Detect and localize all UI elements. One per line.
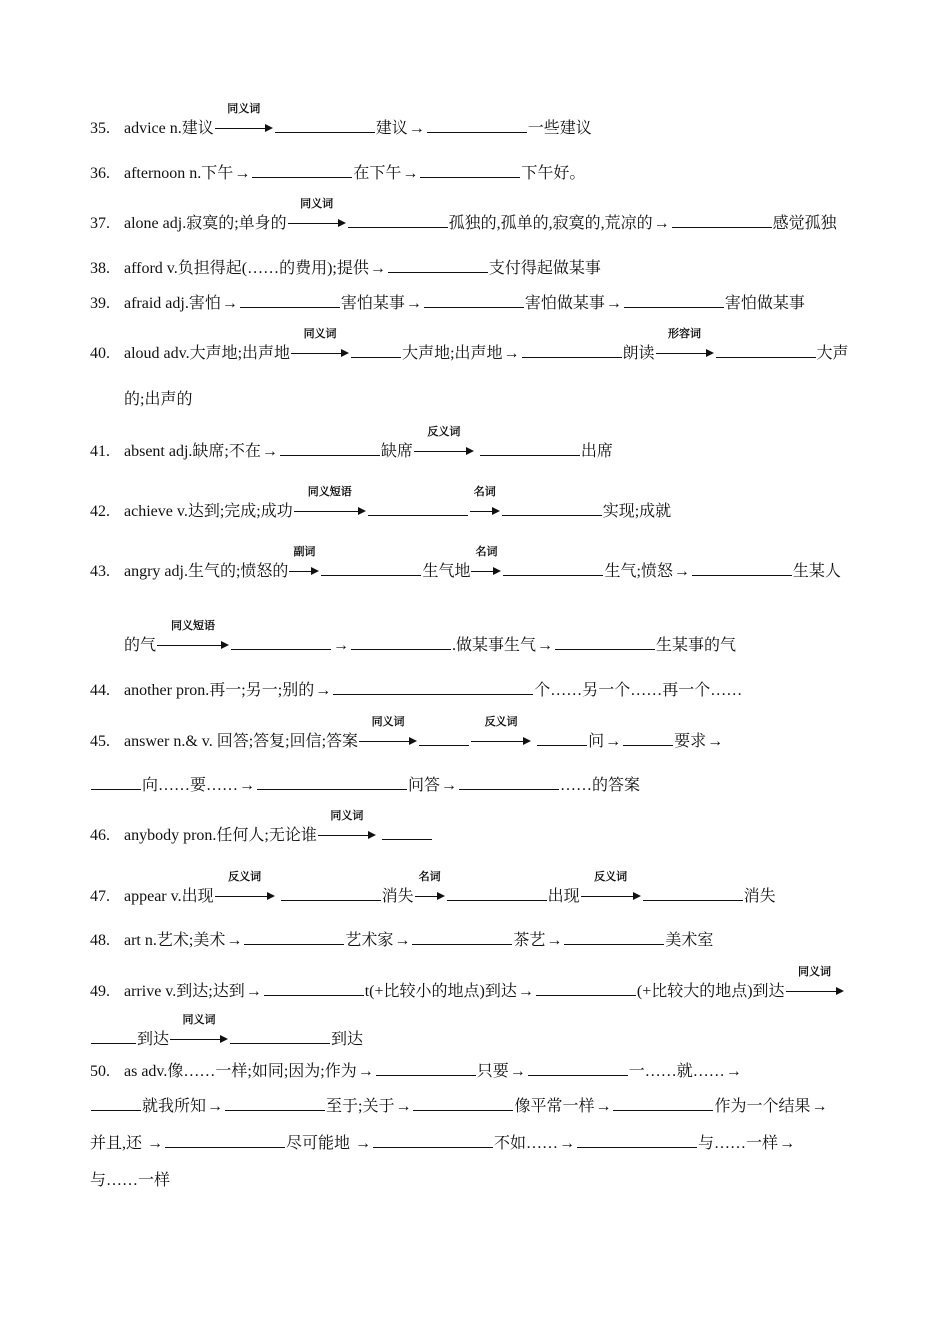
vocab-line (90, 545, 865, 582)
entry-text: 出席 (580, 443, 613, 460)
answer-blank[interactable] (281, 885, 381, 901)
right-arrow-icon: → (605, 733, 622, 750)
entry-text: 生某人 (792, 563, 841, 580)
arrow-shaft (581, 896, 634, 897)
vocab-line (90, 1132, 865, 1154)
right-arrow-icon: → (559, 1135, 576, 1152)
arrow-head-icon (221, 641, 229, 649)
answer-blank[interactable] (419, 730, 469, 746)
vocab-line (90, 929, 865, 951)
arrow-head-icon (267, 892, 275, 900)
item-number: 46. (90, 827, 110, 844)
relation-label: 同义词 (300, 197, 334, 210)
right-arrow-icon: → (239, 777, 256, 794)
entry-text: 大声 (816, 345, 849, 362)
answer-blank[interactable] (447, 885, 547, 901)
arrow-shaft (294, 511, 359, 512)
entry-text: another pron.再一;另一;别的 (124, 682, 315, 699)
arrow-head-icon (466, 447, 474, 455)
relation-label: 反义词 (484, 715, 518, 728)
answer-blank[interactable] (231, 634, 331, 650)
right-arrow-icon: → (261, 443, 278, 460)
answer-blank[interactable] (643, 885, 743, 901)
entry-text: afford v.负担得起(……的费用);提供 (124, 260, 369, 277)
vocab-line (124, 619, 899, 656)
relation-arrow (318, 809, 376, 846)
answer-blank[interactable] (528, 1060, 628, 1076)
relation-arrow (157, 619, 229, 656)
entry-text: alone adj.寂寞的;单身的 (124, 215, 287, 232)
item-number: 50. (90, 1063, 110, 1080)
answer-blank[interactable] (225, 1095, 325, 1111)
relation-label: 反义词 (228, 870, 262, 883)
arrow-head-icon (409, 737, 417, 745)
right-arrow-icon: → (207, 1098, 224, 1115)
relation-arrow (581, 870, 641, 907)
arrow-shaft (656, 353, 707, 354)
answer-blank[interactable] (91, 774, 141, 790)
entry-text (532, 733, 536, 750)
arrow-shaft (291, 353, 342, 354)
arrow-shaft (288, 223, 339, 224)
right-arrow-icon: → (725, 1063, 742, 1080)
entry-text (377, 827, 381, 844)
arrow-head-icon (493, 567, 501, 575)
vocab-line (90, 1013, 865, 1050)
right-arrow-icon: → (234, 165, 251, 182)
relation-arrow (656, 327, 714, 364)
right-arrow-icon: → (503, 345, 520, 362)
arrow-shaft (157, 645, 222, 646)
arrow-shaft (470, 511, 493, 512)
item-number: 38. (90, 260, 110, 277)
entry-text: 一些建议 (527, 120, 592, 137)
arrow-head-icon (706, 349, 714, 357)
relation-label: 同义词 (182, 1013, 216, 1026)
relation-arrow (786, 965, 844, 1002)
relation-label: 同义词 (227, 102, 261, 115)
arrow-head-icon (633, 892, 641, 900)
entry-text: achieve v.达到;完成;成功 (124, 503, 293, 520)
entry-text: 支付得起做某事 (488, 260, 601, 277)
right-arrow-icon: → (546, 932, 563, 949)
entry-text: arrive v.到达;达到 (124, 983, 245, 1000)
answer-blank[interactable] (321, 560, 421, 576)
entry-text: 一……就…… (628, 1063, 725, 1080)
entry-text: 并且,还 (90, 1135, 147, 1152)
answer-blank[interactable] (502, 500, 602, 516)
right-arrow-icon: → (779, 1135, 796, 1152)
answer-blank[interactable] (333, 679, 533, 695)
entry-text: 尽可能地 (286, 1135, 355, 1152)
entry-text: angry adj.生气的;愤怒的 (124, 563, 289, 580)
vocab-line (90, 485, 865, 522)
arrow-shaft (215, 128, 266, 129)
vocab-line (90, 292, 865, 314)
answer-blank[interactable] (459, 774, 559, 790)
entry-text: 个……另一个……再一个…… (534, 682, 743, 699)
entry-text (276, 888, 280, 905)
entry-text: (+比较大的地点)到达 (636, 983, 785, 1000)
vocab-line (90, 1060, 865, 1082)
vocab-line (90, 327, 865, 364)
vocab-line (90, 257, 865, 279)
entry-text: 与……一样 (90, 1172, 171, 1189)
right-arrow-icon: → (707, 733, 724, 750)
entry-text: 要求 (674, 733, 707, 750)
answer-blank[interactable] (564, 929, 664, 945)
entry-text: art n.艺术;美术 (124, 932, 226, 949)
answer-blank[interactable] (348, 212, 448, 228)
entry-text: 孤独的,孤单的,寂寞的,荒凉的 (448, 215, 653, 232)
vocab-line (90, 965, 865, 1002)
answer-blank[interactable] (555, 634, 655, 650)
answer-blank[interactable] (388, 257, 488, 273)
item-number: 39. (90, 295, 110, 312)
entry-text: 大声地;出声地 (402, 345, 503, 362)
entry-text: 感觉孤独 (772, 215, 837, 232)
vocab-line (90, 1170, 865, 1192)
right-arrow-icon: → (537, 637, 554, 654)
entry-text: appear v.出现 (124, 888, 214, 905)
entry-text: 出现 (547, 888, 580, 905)
relation-arrow (288, 197, 346, 234)
relation-arrow (291, 327, 349, 364)
answer-blank[interactable] (351, 342, 401, 358)
entry-text: 在下午 (353, 165, 402, 182)
right-arrow-icon: → (811, 1098, 828, 1115)
answer-blank[interactable] (376, 1060, 476, 1076)
arrow-shaft (786, 991, 837, 992)
entry-text: 朗读 (622, 345, 655, 362)
entry-text: 就我所知 (142, 1098, 207, 1115)
answer-blank[interactable] (91, 1095, 141, 1111)
right-arrow-icon: → (673, 563, 690, 580)
entry-text: 的;出声的 (124, 391, 193, 408)
item-number: 44. (90, 682, 110, 699)
relation-label: 名词 (475, 545, 498, 558)
right-arrow-icon: → (147, 1135, 164, 1152)
arrow-head-icon (523, 737, 531, 745)
item-number: 47. (90, 888, 110, 905)
answer-blank[interactable] (412, 929, 512, 945)
arrow-head-icon (437, 892, 445, 900)
vocab-line (124, 389, 899, 411)
arrow-shaft (414, 451, 467, 452)
arrow-shaft (289, 571, 312, 572)
answer-blank[interactable] (613, 1095, 713, 1111)
answer-blank[interactable] (368, 500, 468, 516)
relation-label: 同义词 (371, 715, 405, 728)
entry-text: 害怕做某事 (724, 295, 805, 312)
answer-blank[interactable] (252, 162, 352, 178)
answer-blank[interactable] (351, 634, 451, 650)
answer-blank[interactable] (413, 1095, 513, 1111)
entry-text: 向……要…… (142, 777, 239, 794)
relation-arrow (289, 545, 319, 582)
entry-text: 到达 (331, 1031, 364, 1048)
item-number: 43. (90, 563, 110, 580)
right-arrow-icon: → (357, 1063, 374, 1080)
answer-blank[interactable] (522, 342, 622, 358)
item-number: 40. (90, 345, 110, 362)
entry-text: 实现;成就 (602, 503, 672, 520)
item-number: 42. (90, 503, 110, 520)
answer-blank[interactable] (480, 440, 580, 456)
answer-blank[interactable] (91, 1028, 136, 1044)
entry-text: 害怕某事 (340, 295, 405, 312)
entry-text: 生气地 (422, 563, 471, 580)
right-arrow-icon: → (605, 295, 622, 312)
arrow-shaft (471, 741, 524, 742)
answer-blank[interactable] (244, 929, 344, 945)
arrow-head-icon (220, 1035, 228, 1043)
right-arrow-icon: → (595, 1098, 612, 1115)
entry-text: advice n.建议 (124, 120, 214, 137)
right-arrow-icon: → (355, 1135, 372, 1152)
answer-blank[interactable] (264, 980, 364, 996)
answer-blank[interactable] (716, 342, 816, 358)
answer-blank[interactable] (165, 1132, 285, 1148)
answer-blank[interactable] (230, 1028, 330, 1044)
answer-blank[interactable] (692, 560, 792, 576)
item-number: 35. (90, 120, 110, 137)
relation-arrow (414, 425, 474, 462)
entry-text: 的气 (124, 637, 157, 654)
entry-text: 只要 (476, 1063, 509, 1080)
relation-arrow (294, 485, 366, 522)
entry-text: 美术室 (665, 932, 714, 949)
relation-label: 同义短语 (171, 619, 216, 632)
entry-text: 茶艺 (513, 932, 546, 949)
arrow-shaft (415, 896, 438, 897)
relation-label: 名词 (418, 870, 441, 883)
arrow-shaft (359, 741, 410, 742)
entry-text: 至于;关于 (326, 1098, 395, 1115)
entry-text: as adv.像……一样;如同;因为;作为 (124, 1063, 357, 1080)
arrow-head-icon (836, 987, 844, 995)
arrow-head-icon (492, 507, 500, 515)
entry-text: answer n.& v. 回答;答复;回信;答案 (124, 733, 359, 750)
entry-text: 与……一样 (698, 1135, 779, 1152)
right-arrow-icon: → (369, 260, 386, 277)
right-arrow-icon: → (245, 983, 262, 1000)
entry-text: 不如…… (494, 1135, 559, 1152)
arrow-head-icon (358, 507, 366, 515)
entry-text: 作为一个结果 (714, 1098, 811, 1115)
vocab-line (90, 715, 865, 752)
entry-text: 建议 (375, 120, 408, 137)
right-arrow-icon: → (517, 983, 534, 1000)
arrow-shaft (318, 835, 369, 836)
answer-blank[interactable] (420, 162, 520, 178)
right-arrow-icon: → (402, 165, 419, 182)
relation-label: 同义词 (330, 809, 364, 822)
answer-blank[interactable] (623, 730, 673, 746)
arrow-shaft (215, 896, 268, 897)
entry-text: aloud adv.大声地;出声地 (124, 345, 291, 362)
entry-text: 到达 (137, 1031, 170, 1048)
entry-text (475, 443, 479, 460)
arrow-head-icon (368, 831, 376, 839)
relation-label: 反义词 (427, 425, 461, 438)
right-arrow-icon: → (226, 932, 243, 949)
vocab-line (90, 162, 865, 184)
relation-label: 同义短语 (307, 485, 352, 498)
relation-arrow (471, 545, 501, 582)
entry-text: 生气;愤怒 (604, 563, 673, 580)
relation-arrow (359, 715, 417, 752)
item-number: 37. (90, 215, 110, 232)
entry-text: 害怕做某事 (524, 295, 605, 312)
entry-text: t(+比较小的地点)到达 (364, 983, 517, 1000)
answer-blank[interactable] (503, 560, 603, 576)
entry-text: 消失 (743, 888, 776, 905)
relation-label: 副词 (293, 545, 316, 558)
relation-arrow (471, 715, 531, 752)
item-number: 49. (90, 983, 110, 1000)
answer-blank[interactable] (424, 292, 524, 308)
entry-text: 生某事的气 (656, 637, 737, 654)
answer-blank[interactable] (536, 980, 636, 996)
relation-label: 反义词 (594, 870, 628, 883)
relation-label: 名词 (473, 485, 496, 498)
answer-blank[interactable] (672, 212, 772, 228)
vocab-line (90, 774, 865, 796)
arrow-head-icon (338, 219, 346, 227)
relation-arrow (415, 870, 445, 907)
entry-text: .做某事生气 (452, 637, 537, 654)
relation-label: 同义词 (303, 327, 337, 340)
arrow-head-icon (311, 567, 319, 575)
relation-arrow (170, 1013, 228, 1050)
vocab-line (90, 679, 865, 701)
right-arrow-icon: → (405, 295, 422, 312)
item-number: 48. (90, 932, 110, 949)
answer-blank[interactable] (624, 292, 724, 308)
vocab-line (90, 425, 865, 462)
relation-label: 同义词 (798, 965, 832, 978)
answer-blank[interactable] (275, 117, 375, 133)
entry-text: 问 (588, 733, 605, 750)
entry-text: absent adj.缺席;不在 (124, 443, 261, 460)
right-arrow-icon: → (509, 1063, 526, 1080)
right-arrow-icon: → (395, 1098, 412, 1115)
arrow-shaft (471, 571, 494, 572)
entry-text: anybody pron.任何人;无论谁 (124, 827, 317, 844)
vocab-line (90, 197, 865, 234)
relation-arrow (215, 102, 273, 139)
entry-text: 艺术家 (345, 932, 394, 949)
item-number: 45. (90, 733, 110, 750)
vocab-line (90, 870, 865, 907)
arrow-head-icon (341, 349, 349, 357)
item-number: 41. (90, 443, 110, 460)
arrow-shaft (170, 1039, 221, 1040)
right-arrow-icon: → (315, 682, 332, 699)
vocab-line (90, 809, 865, 846)
answer-blank[interactable] (373, 1132, 493, 1148)
entry-text: ……的答案 (560, 777, 641, 794)
answer-blank[interactable] (257, 774, 407, 790)
right-arrow-icon: → (408, 120, 425, 137)
arrow-head-icon (265, 124, 273, 132)
entry-text: 下午好。 (521, 165, 586, 182)
vocab-line (90, 102, 865, 139)
relation-arrow (215, 870, 275, 907)
answer-blank[interactable] (537, 730, 587, 746)
entry-text: 消失 (381, 888, 414, 905)
answer-blank[interactable] (280, 440, 380, 456)
right-arrow-icon: → (221, 295, 238, 312)
answer-blank[interactable] (240, 292, 340, 308)
item-number: 36. (90, 165, 110, 182)
answer-blank[interactable] (577, 1132, 697, 1148)
right-arrow-icon: → (441, 777, 458, 794)
answer-blank[interactable] (382, 824, 432, 840)
relation-arrow (470, 485, 500, 522)
entry-text: afraid adj.害怕 (124, 295, 221, 312)
entry-text: 缺席 (380, 443, 413, 460)
right-arrow-icon: → (394, 932, 411, 949)
right-arrow-icon: → (653, 215, 670, 232)
vocab-line (90, 1095, 865, 1117)
right-arrow-icon: → (333, 637, 350, 654)
entry-text: 像平常一样 (514, 1098, 595, 1115)
entry-text: 问答 (408, 777, 441, 794)
answer-blank[interactable] (427, 117, 527, 133)
relation-label: 形容词 (668, 327, 702, 340)
entry-text: afternoon n.下午 (124, 165, 234, 182)
